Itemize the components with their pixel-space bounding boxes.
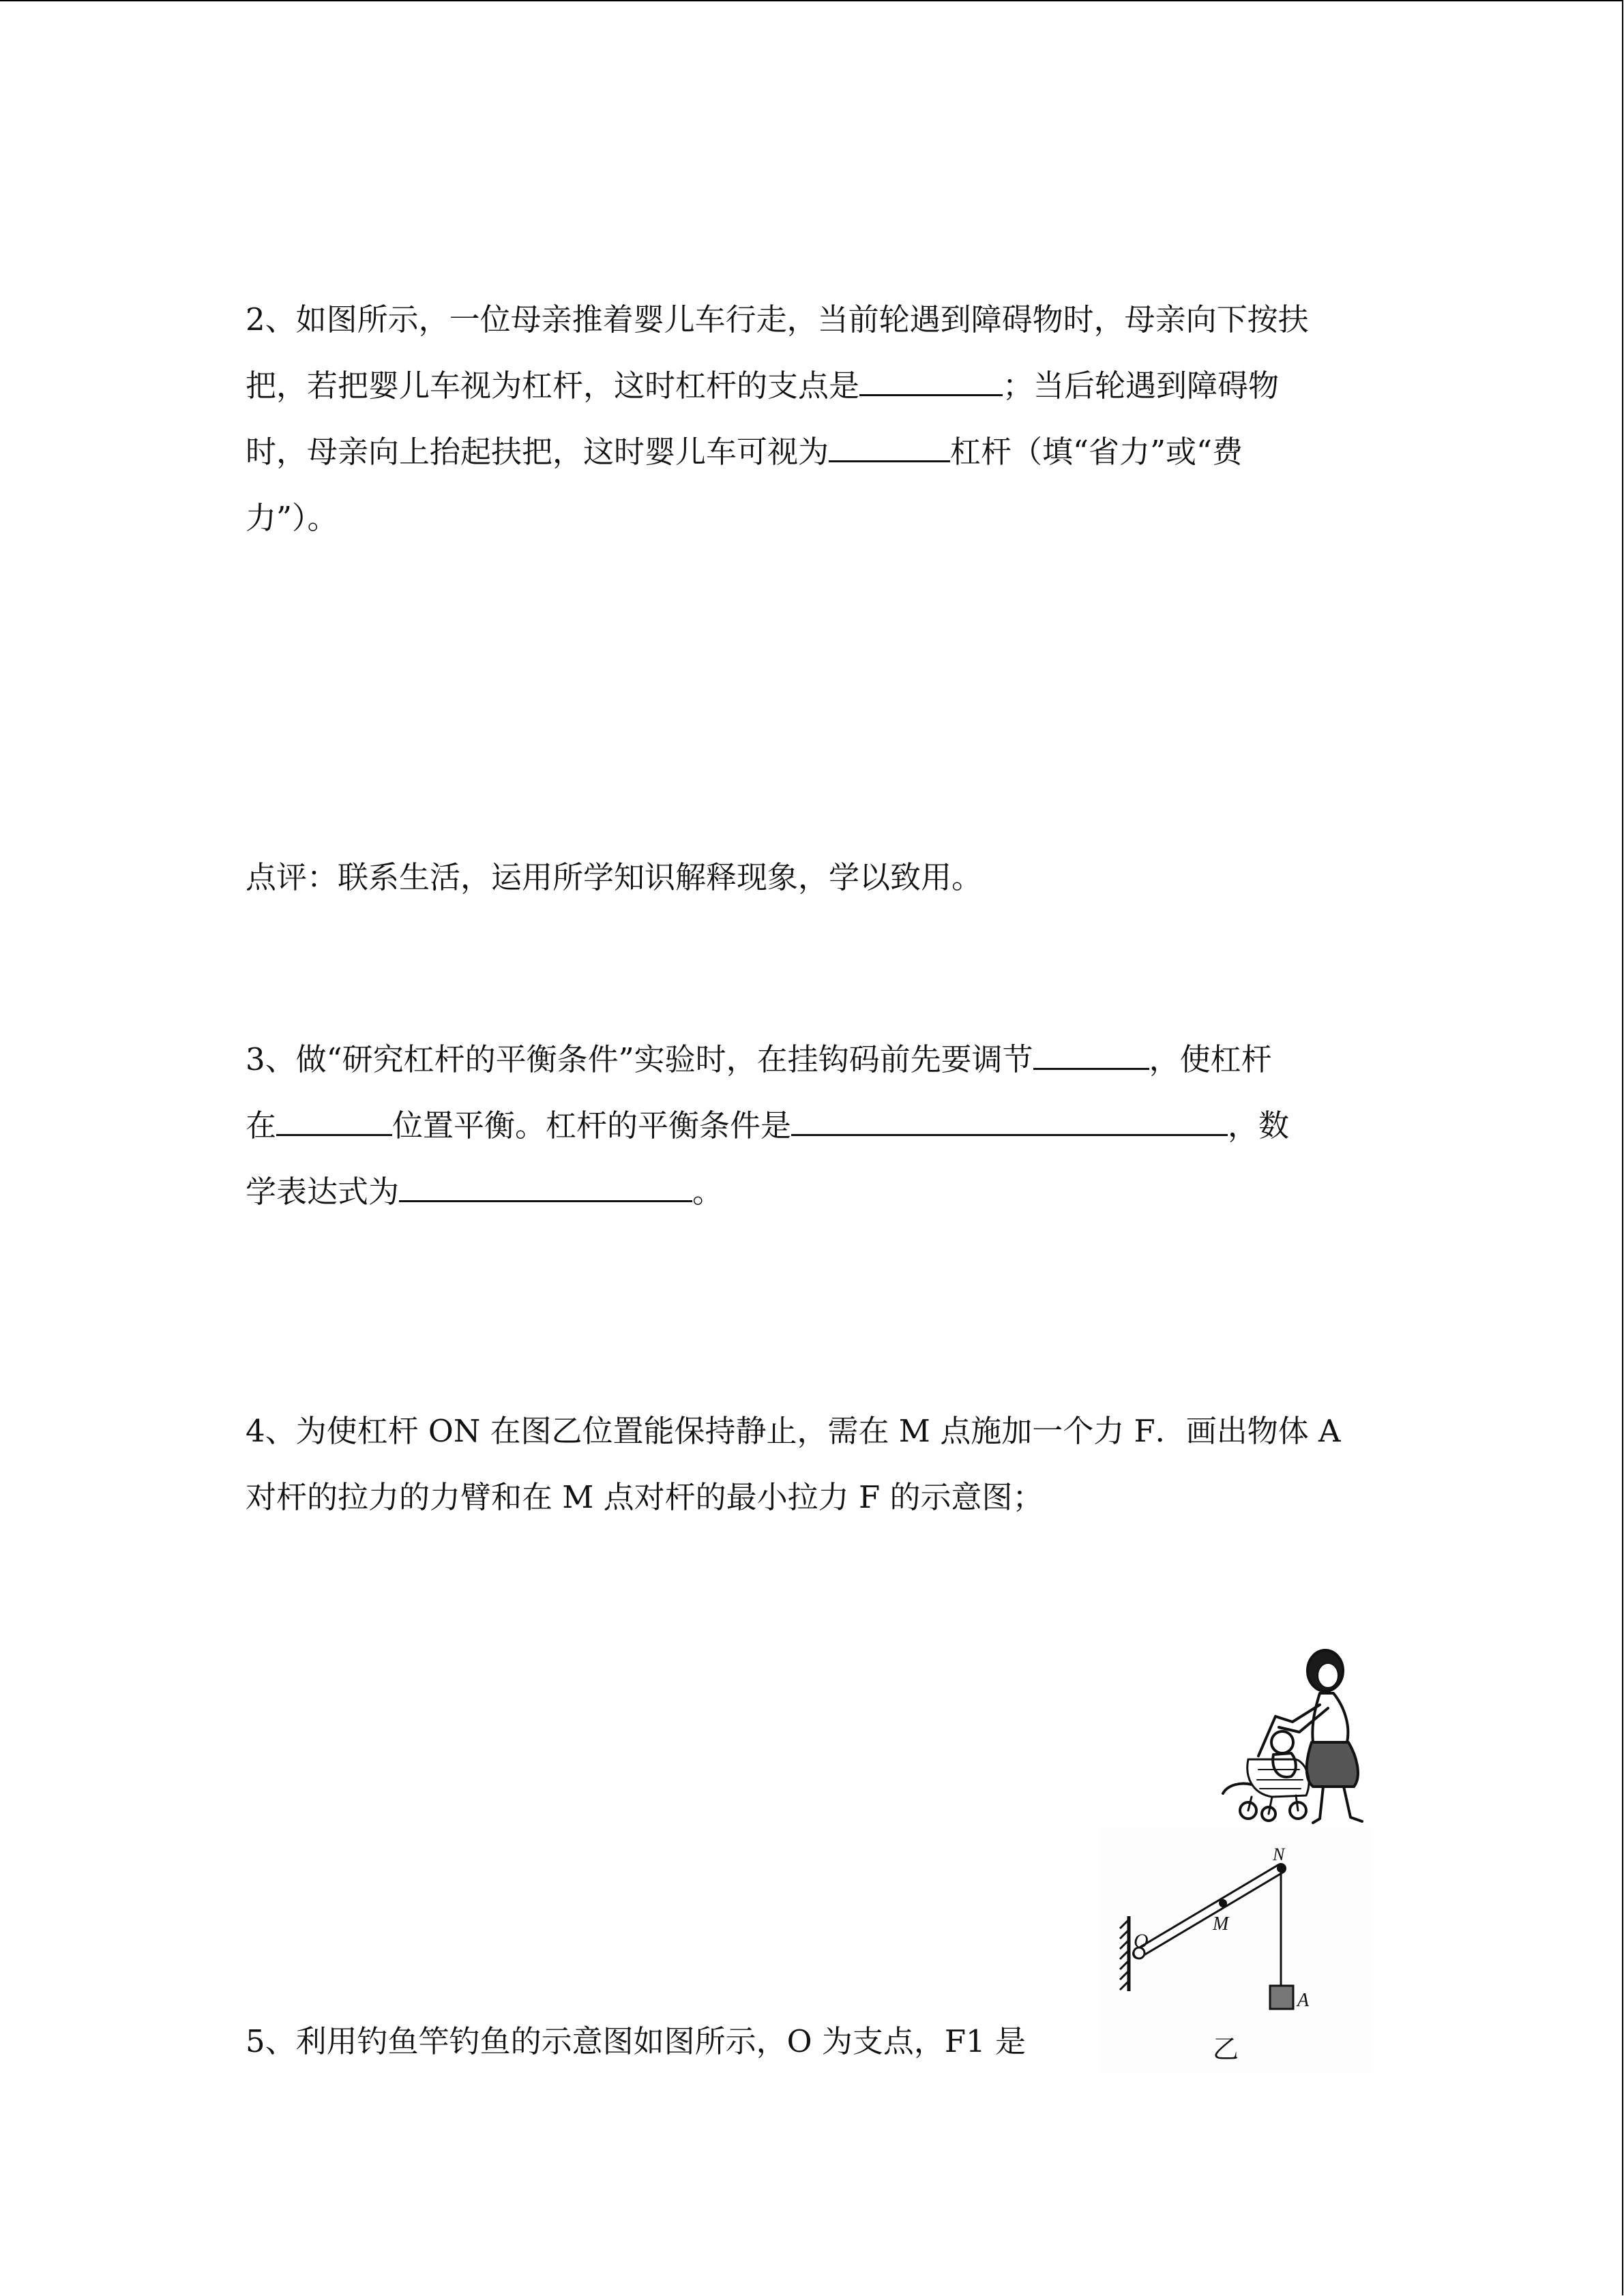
- q2-line-2: [246, 353, 1378, 419]
- q3-text: ，使杠杆: [1149, 1041, 1272, 1077]
- q3-text: ，数: [1228, 1107, 1290, 1144]
- q4-line-2: 对杆的拉力的力臂和在 M 点对杆的最小拉力 F 的示意图；: [246, 1479, 1044, 1515]
- q2-text: 杠杆（填“省力”或“费: [950, 434, 1243, 470]
- stroller-body: [1247, 1759, 1309, 1797]
- q2-text: ；当后轮遇到障碍物: [1003, 368, 1280, 404]
- label-O: O: [1134, 1930, 1149, 1952]
- answer-blank[interactable]: [791, 1099, 1228, 1136]
- question-4: [246, 1398, 1378, 1530]
- point-M: [1219, 1899, 1227, 1907]
- answer-blank[interactable]: [829, 425, 950, 462]
- mother-skirt: [1307, 1742, 1358, 1787]
- answer-blank[interactable]: [276, 1099, 392, 1136]
- q4-line-1: 4、为使杠杆 ON 在图乙位置能保持静止，需在 M 点施加一个力 F．画出物体 A: [246, 1413, 1341, 1449]
- label-A: A: [1297, 1990, 1310, 2011]
- stroller-figure: [1211, 1640, 1381, 1831]
- question-2: [246, 286, 1378, 551]
- label-M: M: [1213, 1913, 1229, 1935]
- q3-line-1: [246, 1026, 1378, 1092]
- comment: [246, 844, 1378, 910]
- q3-text: 。: [692, 1174, 724, 1210]
- answer-blank[interactable]: [859, 359, 1003, 396]
- answer-blank[interactable]: [1033, 1032, 1149, 1070]
- label-N: N: [1273, 1845, 1285, 1864]
- q2-text: 把，若把婴儿车视为杠杆，这时杠杆的支点是: [246, 368, 860, 404]
- q3-text: 3、做“研究杠杆的平衡条件”实验时，在挂钩码前先要调节: [246, 1041, 1033, 1077]
- lever-figure: [1098, 1828, 1371, 2073]
- q5-line-1: 5、利用钓鱼竿钓鱼的示意图如图所示，O 为支点，F1 是: [246, 2023, 1026, 2059]
- answer-blank[interactable]: [399, 1165, 692, 1202]
- block-A: [1270, 1986, 1293, 2009]
- q2-line-4: 力”）。: [246, 500, 338, 536]
- q2-line-3: [246, 419, 1378, 485]
- figure-caption: 乙: [1213, 2034, 1239, 2064]
- baby-head: [1271, 1731, 1293, 1753]
- q2-text: 时，母亲向上抬起扶把，这时婴儿车可视为: [246, 434, 829, 470]
- q2-line-1: 2、如图所示，一位母亲推着婴儿车行走，当前轮遇到障碍物时，母亲向下按扶: [246, 301, 1309, 338]
- q3-text: 在: [246, 1107, 277, 1144]
- q3-line-3: [246, 1159, 1378, 1225]
- q3-line-2: [246, 1092, 1378, 1159]
- question-3: [246, 1026, 1378, 1225]
- comment-text: 点评：联系生活，运用所学知识解释现象，学以致用。: [246, 859, 983, 895]
- q3-text: 学表达式为: [246, 1174, 400, 1210]
- q3-text: 位置平衡。杠杆的平衡条件是: [392, 1107, 792, 1144]
